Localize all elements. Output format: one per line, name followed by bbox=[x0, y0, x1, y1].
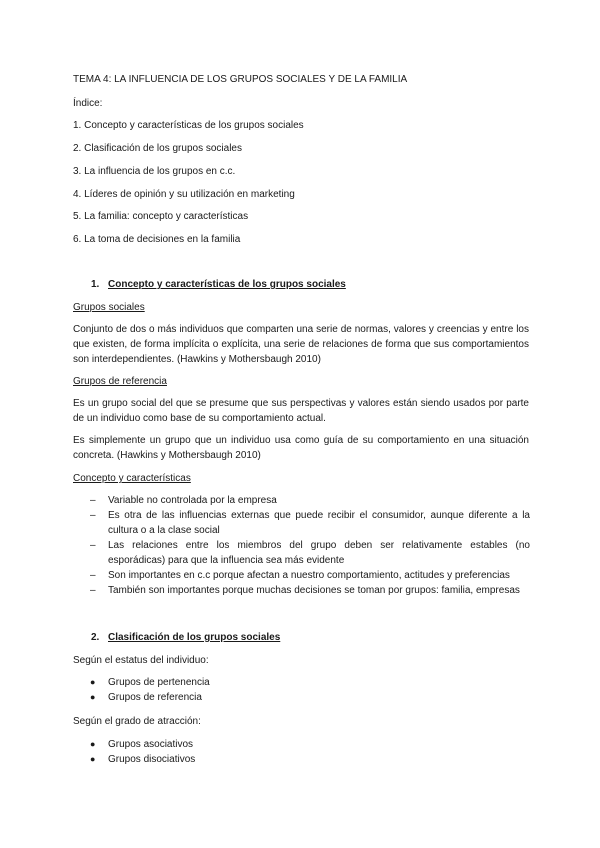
list-item: – Es otra de las influencias externas que puede recibir el consumidor, aunque diferente a la cultura o a la clase social bbox=[90, 510, 530, 536]
paragraph: Es un grupo social del que se presume que sus perspectivas y valores están siendo usados por parte de un individuo como base de su comportamiento actual. bbox=[73, 398, 529, 424]
index-item: 2. Clasificación de los grupos sociales bbox=[73, 143, 242, 154]
bullet-marker: ● bbox=[90, 692, 96, 702]
list-item: ● Grupos disociativos bbox=[90, 754, 196, 765]
classification-list bbox=[90, 675, 530, 705]
section-title: Concepto y características de los grupos sociales bbox=[108, 279, 346, 290]
section-2-heading bbox=[91, 630, 547, 645]
bullet-marker: ● bbox=[90, 754, 96, 764]
list-item: – Las relaciones entre los miembros del grupo deben ser relativamente estables (no esporádicas) para que la influencia sea más evidente bbox=[90, 540, 530, 566]
section-title: Clasificación de los grupos sociales bbox=[108, 632, 281, 643]
classification-criterion: Según el grado de atracción: bbox=[73, 716, 201, 727]
index-item: 3. La influencia de los grupos en c.c. bbox=[73, 166, 236, 177]
list-item: ● Grupos de referencia bbox=[90, 692, 202, 703]
bullet-marker: ● bbox=[90, 677, 96, 687]
list-item: ● Grupos de pertenencia bbox=[90, 677, 210, 688]
dash-marker: – bbox=[90, 570, 96, 581]
section-number: 1. bbox=[91, 279, 100, 290]
index-item: 5. La familia: concepto y características bbox=[73, 211, 249, 222]
list-item: – Variable no controlada por la empresa bbox=[90, 495, 277, 506]
section-number: 2. bbox=[91, 632, 100, 643]
list-item: ● Grupos asociativos bbox=[90, 739, 194, 750]
dash-marker: – bbox=[90, 540, 96, 551]
dash-marker: – bbox=[90, 495, 96, 506]
characteristics-list bbox=[90, 493, 530, 598]
list-item: – También son importantes porque muchas decisiones se toman por grupos: familia, empresas bbox=[90, 585, 520, 596]
index-item: 4. Líderes de opinión y su utilización en marketing bbox=[73, 189, 295, 200]
section-1-heading bbox=[91, 277, 547, 292]
paragraph: Conjunto de dos o más individuos que comparten una serie de normas, valores y creencias y entre los que existen, de forma implícita o explícita, una serie de relaciones de forma que sus comportamientos son interdependientes. (Hawkins y Mothersbaugh 2010) bbox=[73, 324, 529, 365]
bullet-marker: ● bbox=[90, 739, 96, 749]
index-item: 6. La toma de decisiones en la familia bbox=[73, 234, 241, 245]
paragraph: Es simplemente un grupo que un individuo usa como guía de su comportamiento en una situación concreta. (Hawkins y Mothersbaugh 2010) bbox=[73, 435, 529, 461]
index-item: 1. Concepto y características de los grupos sociales bbox=[73, 120, 304, 131]
subheading-concepto: Concepto y características bbox=[73, 473, 191, 484]
document-title: TEMA 4: LA INFLUENCIA DE LOS GRUPOS SOCIALES Y DE LA FAMILIA bbox=[73, 74, 408, 85]
index-label: Índice: bbox=[73, 98, 103, 109]
dash-marker: – bbox=[90, 510, 96, 521]
list-item: – Son importantes en c.c porque afectan a nuestro comportamiento, actitudes y preferencias bbox=[90, 570, 510, 581]
classification-list bbox=[90, 737, 530, 767]
subheading-grupos-referencia: Grupos de referencia bbox=[73, 376, 167, 387]
dash-marker: – bbox=[90, 585, 96, 596]
classification-criterion: Según el estatus del individuo: bbox=[73, 655, 209, 666]
subheading-grupos-sociales: Grupos sociales bbox=[73, 302, 145, 313]
